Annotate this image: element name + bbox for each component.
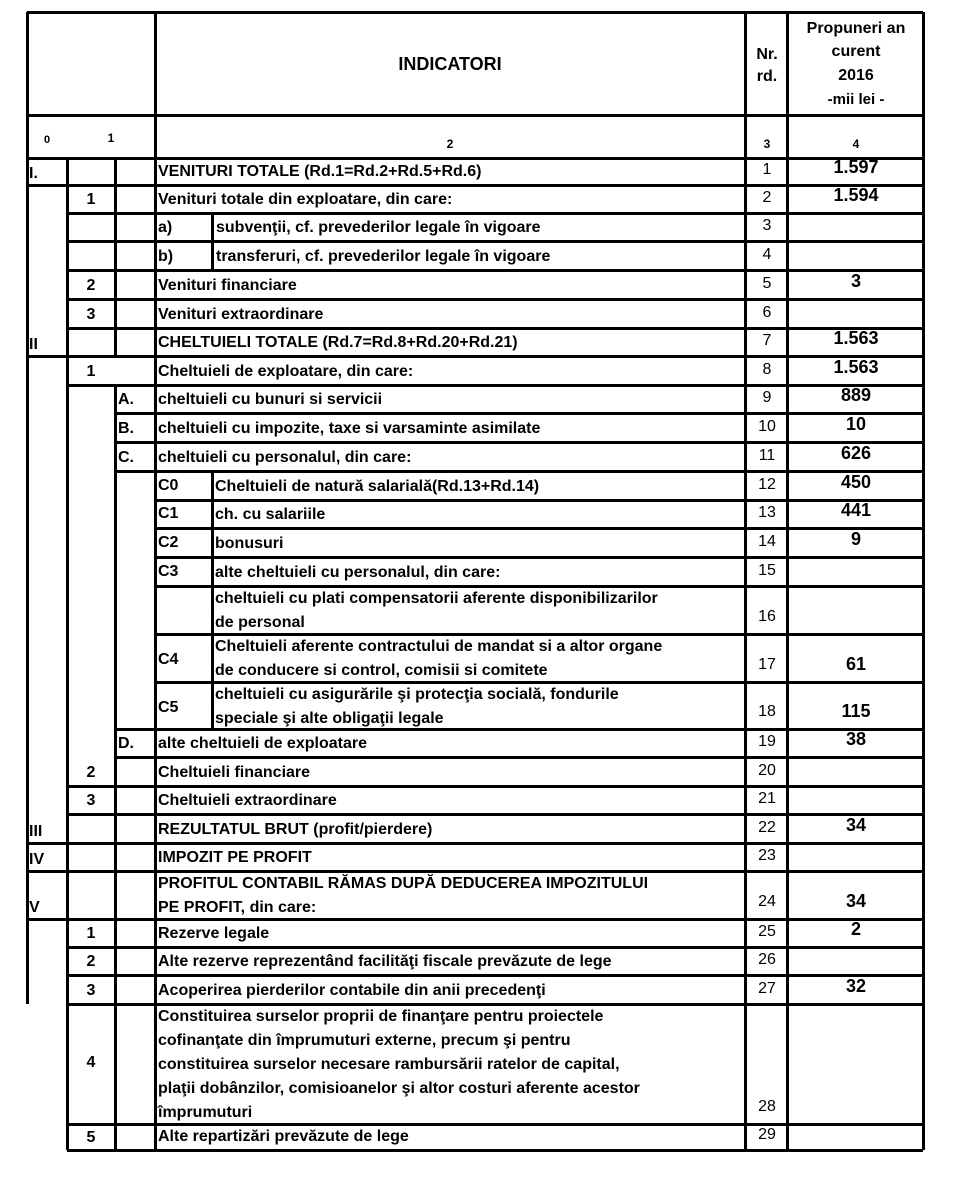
row-number: 3 <box>762 217 772 234</box>
sub-column-border <box>211 682 214 729</box>
row-5-bottom-border <box>67 298 923 301</box>
row-indicator-text: CHELTUIELI TOTALE (Rd.7=Rd.8+Rd.20+Rd.21) <box>158 334 518 351</box>
row-number: 13 <box>758 504 776 521</box>
row-roman-numeral: V <box>29 899 40 916</box>
row-number: 16 <box>758 608 776 625</box>
row-section-number: 2 <box>86 276 96 294</box>
row-subcode: C4 <box>158 651 179 668</box>
row-2-bottom-border <box>67 212 923 215</box>
row-indicator-text: Cheltuieli extraordinare <box>158 792 337 809</box>
row-section-number: 1 <box>86 191 96 208</box>
row-indicator-text: Cheltuieli aferente contractului de mandat si a altor organe <box>215 638 663 655</box>
row-number: 17 <box>758 656 776 673</box>
row-section-number: 1 <box>86 925 96 942</box>
colnum-3: 3 <box>763 137 771 151</box>
row-number: 25 <box>758 923 776 940</box>
row-number: 8 <box>762 361 772 378</box>
sub-column-border <box>211 634 214 682</box>
row-number: 18 <box>758 703 776 720</box>
row-value: 2 <box>850 919 861 939</box>
row-indicator-text: IMPOZIT PE PROFIT <box>158 849 312 866</box>
row-indicator-text: Cheltuieli de exploatare, din care: <box>158 363 414 380</box>
row-roman-numeral: I. <box>29 165 38 182</box>
row-value: 626 <box>840 443 872 463</box>
row-number: 4 <box>762 246 772 263</box>
row-indicator-text: de conducere si control, comisii si comitete <box>215 662 548 679</box>
row-number: 11 <box>758 447 776 464</box>
sub-column-border <box>211 213 214 241</box>
sub-column-border <box>211 500 214 528</box>
header-nr-rd-1: Nr. <box>756 46 778 63</box>
colnum-4: 4 <box>852 137 860 151</box>
colnum-2: 2 <box>446 137 454 151</box>
row-section-number: 2 <box>86 953 96 970</box>
row-indicator-text: de personal <box>215 614 305 631</box>
row-value: 889 <box>840 385 872 405</box>
row-indicator-text: cheltuieli cu plati compensatorii aferente disponibilizarilor <box>215 590 658 607</box>
row-22-bottom-border <box>27 842 923 845</box>
row-indicator-text: plaţii dobânzilor, comisioanelor şi altor costuri aferente acestor <box>158 1080 640 1097</box>
row-number: 26 <box>758 951 776 968</box>
row-subcode: C2 <box>158 533 179 551</box>
row-indicator-text: Venituri extraordinare <box>158 306 324 323</box>
row-indicator-text: cofinanţate din împrumuturi externe, precum şi pentru <box>158 1032 571 1049</box>
row-number: 10 <box>758 418 776 435</box>
row-indicator-text: alte cheltuieli cu personalul, din care: <box>215 564 501 581</box>
row-subcode: C1 <box>158 505 179 522</box>
row-25-bottom-border <box>67 946 923 949</box>
row-number: 7 <box>762 332 772 349</box>
row-number: 12 <box>758 476 776 493</box>
header-nr-rd-2: rd. <box>756 68 778 85</box>
row-19-bottom-border <box>115 756 923 759</box>
row-value: 1.594 <box>833 185 879 205</box>
row-value: 441 <box>840 500 872 520</box>
row-3-bottom-border <box>67 240 923 243</box>
row-29-bottom-border <box>67 1149 923 1152</box>
row-value: 38 <box>845 729 867 749</box>
sub-column-border <box>211 586 214 634</box>
row-value: 3 <box>850 271 861 291</box>
row-number: 9 <box>762 389 772 406</box>
row-section-number: 2 <box>86 763 96 781</box>
row-subsection-letter: D. <box>118 735 134 752</box>
row-value: 1.563 <box>833 357 879 377</box>
row-indicator-text: PROFITUL CONTABIL RĂMAS DUPĂ DEDUCEREA IMPOZITULUI <box>158 875 649 892</box>
header-indicatori: INDICATORI <box>398 54 502 74</box>
row-indicator-text: Alte repartizări prevăzute de lege <box>158 1128 409 1145</box>
row-16-bottom-border <box>155 633 923 636</box>
row-section-number: 3 <box>86 305 96 323</box>
row-indicator-text: bonusuri <box>215 535 284 552</box>
header-propuneri-1: Propuneri an <box>806 20 906 37</box>
row-number: 27 <box>758 980 776 997</box>
row-subcode: C0 <box>158 476 179 494</box>
row-indicator-text: subvenţii, cf. prevederilor legale în vigoare <box>216 219 541 236</box>
row-indicator-text: cheltuieli cu asigurările şi protecţia socială, fondurile <box>215 686 619 703</box>
level-1-border <box>66 185 69 1150</box>
row-value: 32 <box>845 976 867 996</box>
row-subsection-letter: C. <box>118 449 134 466</box>
row-number: 28 <box>758 1098 776 1115</box>
row-subsection-letter: a) <box>158 219 173 236</box>
header-propuneri-2: curent <box>831 43 881 60</box>
row-section-number: 4 <box>86 1054 96 1071</box>
row-subsection-letter: b) <box>158 248 174 265</box>
row-number: 2 <box>762 189 772 206</box>
row-indicator-text: Venituri totale din exploatare, din care: <box>158 191 453 208</box>
row-indicator-text: constituirea surselor necesare rambursării ratelor de capital, <box>158 1056 620 1073</box>
row-number: 22 <box>758 819 776 836</box>
row-value: 10 <box>845 414 867 434</box>
row-indicator-text: PE PROFIT, din care: <box>158 899 317 916</box>
colnum-1: 1 <box>107 131 115 145</box>
row-subsection-letter: A. <box>118 391 134 408</box>
row-number: 29 <box>758 1126 776 1143</box>
row-number: 5 <box>762 275 772 292</box>
row-section-number: 3 <box>86 792 96 809</box>
header-propuneri-4: -mii lei - <box>827 91 885 108</box>
row-number: 19 <box>758 733 776 750</box>
row-indicator-text: Cheltuieli financiare <box>158 764 311 781</box>
row-15-bottom-border <box>155 585 923 588</box>
row-number: 14 <box>758 533 776 550</box>
row-indicator-text: împrumuturi <box>158 1104 253 1121</box>
row-number: 21 <box>758 790 776 807</box>
row-value: 61 <box>845 654 867 674</box>
row-subcode: C3 <box>158 562 179 580</box>
row-indicator-text: Rezerve legale <box>158 925 270 942</box>
sub-column-border <box>211 528 214 557</box>
row-number: 23 <box>758 847 776 864</box>
sub-column-border <box>211 557 214 586</box>
level-1-border <box>66 814 69 871</box>
level-2-border <box>114 385 117 1150</box>
row-value: 34 <box>845 815 867 835</box>
row-subsection-letter: B. <box>118 420 134 437</box>
row-value: 34 <box>845 891 867 911</box>
row-number: 20 <box>758 762 776 779</box>
sub-column-border <box>211 471 214 500</box>
sub-column-border <box>211 241 214 270</box>
row-roman-numeral: III <box>29 823 43 840</box>
row-section-number: 5 <box>86 1129 96 1146</box>
level-2-border <box>114 185 117 328</box>
row-20-bottom-border <box>67 785 923 788</box>
row-23-bottom-border <box>27 870 923 873</box>
row-indicator-text: Cheltuieli de natură salarială(Rd.13+Rd.14) <box>215 478 540 495</box>
row-indicator-text: REZULTATUL BRUT (profit/pierdere) <box>158 821 433 838</box>
row-17-bottom-border <box>155 681 923 684</box>
row-indicator-text: Alte rezerve reprezentând facilităţi fiscale prevăzute de lege <box>158 953 612 970</box>
row-roman-numeral: II <box>29 336 38 353</box>
row-subcode: C5 <box>158 698 179 716</box>
row-indicator-text: transferuri, cf. prevederilor legale în vigoare <box>216 248 551 265</box>
row-28-bottom-border <box>67 1123 923 1126</box>
row-indicator-text: Venituri financiare <box>158 277 297 294</box>
row-value: 450 <box>840 472 872 492</box>
row-value: 1.597 <box>833 157 879 177</box>
row-section-number: 3 <box>86 981 96 999</box>
row-value: 115 <box>841 701 871 721</box>
row-indicator-text: cheltuieli cu bunuri si servicii <box>158 391 383 408</box>
row-indicator-text: ch. cu salariile <box>215 506 326 523</box>
row-27-bottom-border <box>67 1003 923 1006</box>
row-indicator-text: cheltuieli cu personalul, din care: <box>158 449 412 466</box>
level-2-border <box>114 158 117 185</box>
colnum-0: 0 <box>43 134 51 146</box>
header-propuneri-3: 2016 <box>838 67 874 84</box>
level-1-border <box>66 158 69 185</box>
row-14-bottom-border <box>155 556 923 559</box>
row-indicator-text: speciale şi alte obligaţii legale <box>215 710 444 727</box>
row-value: 9 <box>850 529 861 549</box>
row-indicator-text: VENITURI TOTALE (Rd.1=Rd.2+Rd.5+Rd.6) <box>158 163 482 180</box>
row-number: 24 <box>758 893 776 910</box>
row-roman-numeral: IV <box>29 851 45 868</box>
indicator-left-border <box>154 12 157 1150</box>
row-indicator-text: Acoperirea pierderilor contabile din anii precedenţi <box>158 982 546 999</box>
row-number: 1 <box>762 161 772 178</box>
row-number: 15 <box>758 562 776 579</box>
row-value: 1.563 <box>833 328 879 348</box>
row-indicator-text: cheltuieli cu impozite, taxe si varsaminte asimilate <box>158 420 541 437</box>
row-number: 6 <box>762 304 772 321</box>
row-indicator-text: Constituirea surselor proprii de finanţare pentru proiectele <box>158 1008 604 1025</box>
row-section-number: 1 <box>86 362 96 380</box>
level-2-border <box>114 328 117 356</box>
row-indicator-text: alte cheltuieli de exploatare <box>158 735 367 752</box>
